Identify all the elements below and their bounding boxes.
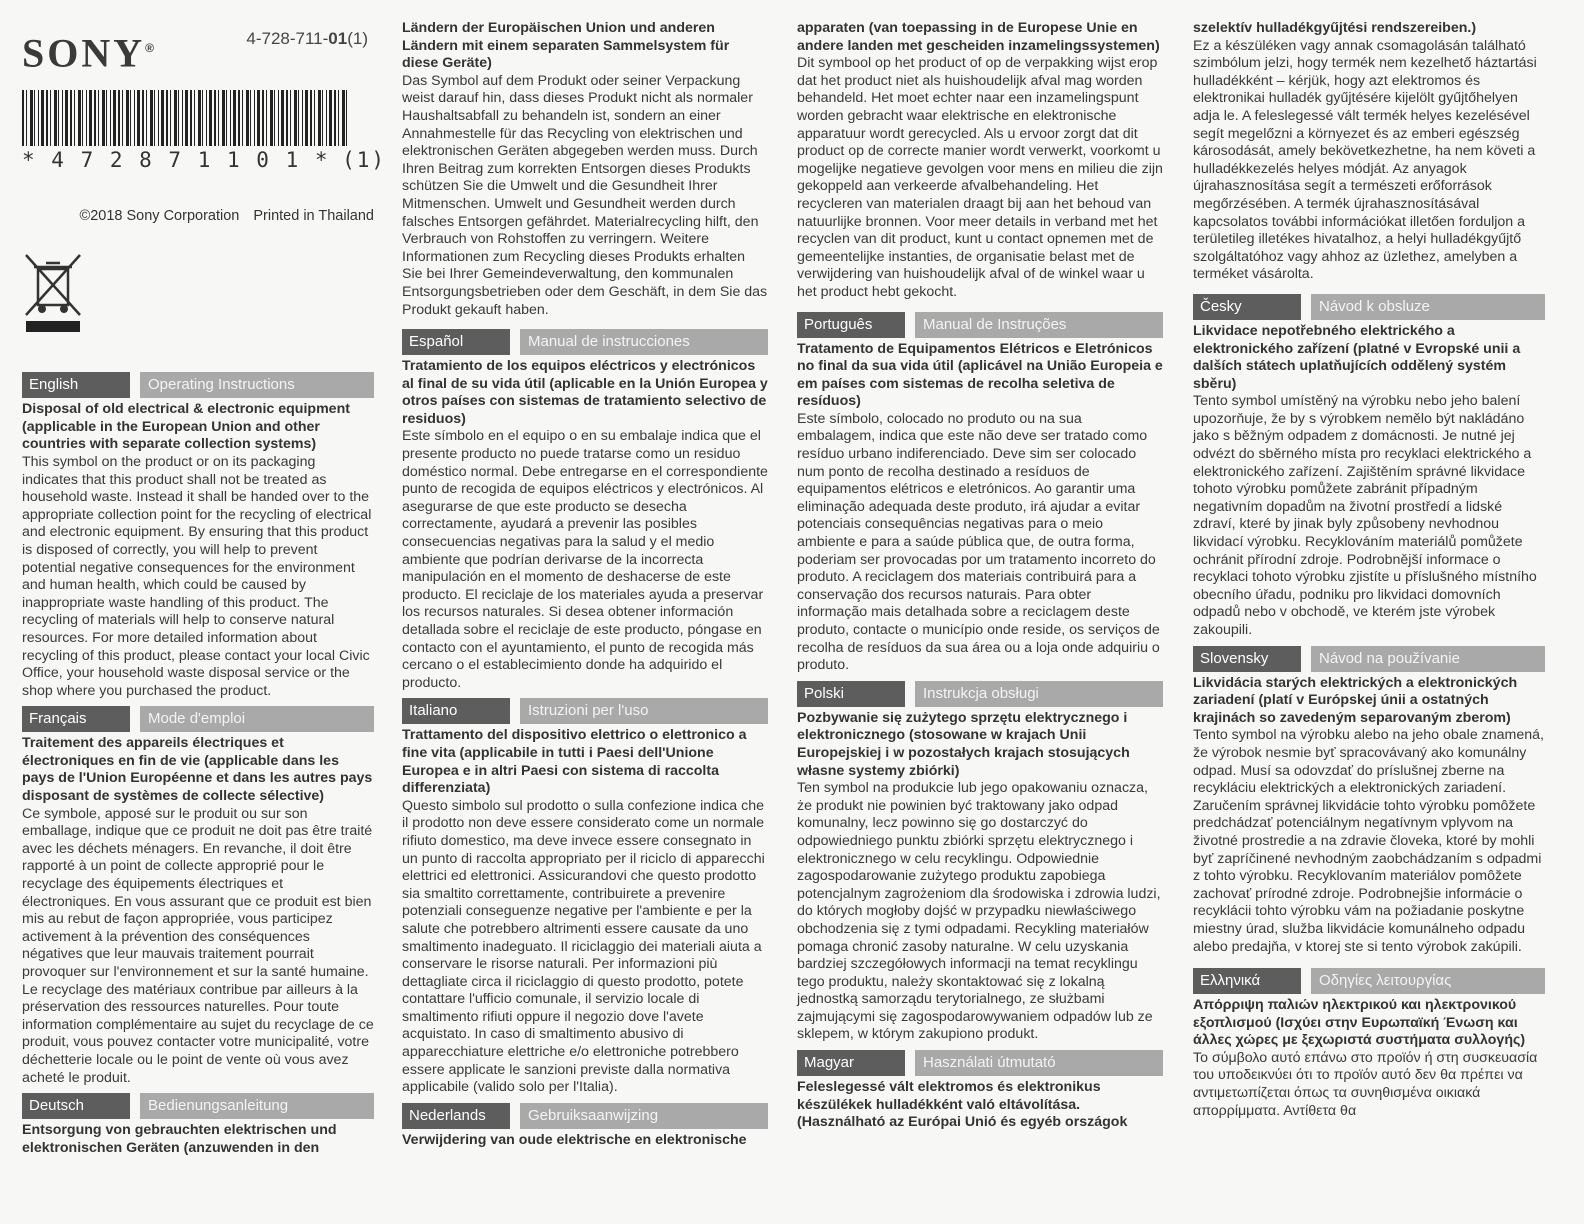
section-header — [22, 1093, 374, 1119]
section-body: Das Symbol auf dem Produkt oder seiner Verpackung weist darauf hin, dass dieses Produkt nicht als normaler Haushaltsabfall zu behandeln ist, sondern an einer Annahmestelle für das Recycling von elektrischen und elektronischen Geräten abgegeben werden muss. Durch Ihren Beitrag zum korrekten Entsorgen dieses Produkts schützen Sie die Umwelt und die Gesundheit Ihrer Mitmenschen. Umwelt und Gesundheit werden durch falsches Entsorgen gefährdet. Materialrecycling hilft, den Verbrauch von Rohstoffen zu verringern. Weitere Informationen zum Recycling dieses Produkts erhalten Sie bei Ihrer Gemeindeverwaltung, den kommunalen Entsorgungsbetrieben oder dem Geschäft, in dem Sie das Produkt gekauft haben. — [402, 72, 768, 318]
section-heading: Feleslegessé vált elektromos és elektronikus készülékek hulladékként való eltávolítása. (Használható az Európai Unió és egyéb országok — [797, 1079, 1128, 1131]
section-header — [22, 706, 374, 732]
section-title: Manual de instrucciones — [520, 329, 768, 355]
section-heading: Tratamento de Equipamentos Elétricos e Eletrónicos no final da sua vida útil (aplicável na União Europeia e em países com sistemas de recolha seletiva de resíduos) — [797, 340, 1163, 410]
weee-crossed-bin-icon — [22, 251, 84, 347]
language-label: Français — [22, 706, 130, 732]
section-title: Gebruiksaanwijzing — [520, 1103, 768, 1129]
section-body: Tento symbol na výrobku alebo na jeho obale znamená, že výrobok nesmie byť spracovávaný ako komunálny odpad. Musí sa odovzdať do príslušnej zberne na recykláciu elektrických a elektronických zariadení. Zaručením správnej likvidácie tohto výrobku pomôžete predchádzať potenciálnym negatívnym vplyvom na životné prostredie a na zdravie človeka, ktoré by mohli byť zapríčinené nevhodným zaobchádzaním s odpadmi z tohto výrobku. Recyklovaním materiálov pomôžete zachovať prírodné zdroje. Podrobnejšie informácie o recyklácii tohto výrobku vám na požiadanie poskytne miestny úrad, služba likvidácie komunálneho odpadu alebo predajňa, v ktorej ste si tento výrobok zakúpili. — [1193, 727, 1544, 955]
language-label: Ελληνικά — [1193, 968, 1301, 994]
section-header — [797, 1050, 1163, 1076]
section-body: Ce symbole, apposé sur le produit ou sur son emballage, indique que ce produit ne doit pas être traité avec les déchets ménagers. En revanche, il doit être rapporté à un point de collecte approprié pour le recyclage des équipements électriques et électroniques. En vous assurant que ce produit est bien mis au rebut de façon appropriée, vous participez activement à la prévention des conséquences négatives que leur mauvais traitement pourrait provoquer sur l'environnement et sur la santé humaine. Le recyclage des matériaux contribue par ailleurs à la préservation des ressources naturelles. Pour toute information complémentaire au sujet du recyclage de ce produit, vous pouvez contacter votre municipalité, votre déchetterie locale ou le point de vente où vous avez acheté le produit. — [22, 805, 374, 1086]
column-4 — [1193, 20, 1545, 1212]
section-heading-continued: apparaten (van toepassing in de Europese Unie en andere landen met gescheiden inzamelingssystemen) — [797, 20, 1160, 54]
section-ellinika — [1193, 968, 1545, 1120]
section-header — [402, 1103, 768, 1129]
brand-row — [22, 20, 374, 90]
section-body: Tento symbol umístěný na výrobku nebo jeho balení upozorňuje, že by s výrobkem nemělo být nakládáno jako s běžným odpadem z domácnosti. Je nutné jej odvézt do sběrného místa pro recyklaci elektrického a elektronického zařízení. Zajištěním správné likvidace tohoto výrobku pomůžete zabránit případným negativním dopadům na životní prostředí a lidské zdraví, které by jinak byly způsobeny nevhodnou likvidací výrobku. Recyklováním materiálů pomůžete ochránit přírodní zdroje. Podrobnější informace o recyklaci tohoto výrobku zjistíte u příslušného místního obecního úřadu, podniku pro likvidaci domovních odpadů nebo v obchodě, ve kterém jste výrobek zakoupili. — [1193, 393, 1537, 638]
section-cesky — [1193, 294, 1545, 640]
section-heading: Pozbywanie się zużytego sprzętu elektrycznego i elektronicznego (stosowane w krajach Unii Europejskiej i w pozostałych krajach stosujących własne systemy zbiórki) — [797, 709, 1130, 779]
section-slovensky — [1193, 646, 1545, 957]
copyright-line — [22, 208, 374, 226]
language-label: English — [22, 372, 130, 398]
section-english — [22, 372, 374, 700]
section-body: Este símbolo, colocado no produto ou na sua embalagem, indica que este não deve ser tratado como resíduo urbano indiferenciado. Deve sim ser colocado num ponto de recolha destinado a resíduos de equipamentos elétricos e eletrónicos. Ao garantir uma eliminação adequada deste produto, irá ajudar a evitar potenciais consequências negativas para o meio ambiente e para a saúde pública que, de outra forma, poderiam ser provocadas por um tratamento incorreto do produto. A reciclagem dos materiais contribuirá para a conservação dos recursos naturais. Para obter informação mais detalhada sobre a reciclagem deste produto, contacte o município onde reside, os serviços de recolha de resíduos da sua área ou a loja onde adquiriu o produto. — [797, 410, 1160, 674]
column-1 — [22, 20, 386, 1212]
column-2 — [402, 20, 768, 1212]
language-label: Deutsch — [22, 1093, 130, 1119]
section-title: Instrukcja obsługi — [915, 681, 1163, 707]
section-body: This symbol on the product or on its packaging indicates that this product shall not be treated as household waste. Instead it shall be handed over to the appropriate collection point for the recycling of electrical and electronic equipment. By ensuring that this product is disposed of correctly, you will help to prevent potential negative consequences for the environment and human health, which could be caused by inappropriate waste handling of this product. The recycling of materials will help to conserve natural resources. For more detailed information about recycling of this product, please contact your local Civic Office, your household waste disposal service or the shop where you purchased the product. — [22, 453, 372, 699]
section-title: Használati útmutató — [915, 1050, 1163, 1076]
column-3 — [797, 20, 1163, 1212]
copyright: ©2018 Sony Corporation — [79, 207, 240, 224]
part-number: 4-728-711-01(1) — [246, 29, 368, 48]
language-label: Español — [402, 329, 510, 355]
section-polski — [797, 681, 1163, 1044]
language-label: Nederlands — [402, 1103, 510, 1129]
section-heading: Likvidace nepotřebného elektrického a elektronického zařízení (platné v Evropské unii a dalších státech uplatňujících oddělený systém sběru) — [1193, 322, 1521, 392]
section-body: Este símbolo en el equipo o en su embalaje indica que el presente producto no puede tratarse como un residuo doméstico normal. Debe entregarse en el correspondiente punto de recogida de equipos eléctricos y electrónicos. Al asegurarse de que este producto se desecha correctamente, ayudará a prevenir las posibles consecuencias negativas para la salud y el medio ambiente que podrían derivarse de la incorrecta manipulación en el momento de deshacerse de este producto. El reciclaje de los materiales ayuda a preservar los recursos naturales. Si desea obtener información detallada sobre el reciclaje de este producto, póngase en contacto con el ayuntamiento, el punto de recogida más cercano o el establecimiento donde ha adquirido el producto. — [402, 428, 768, 691]
section-deutsch — [22, 1093, 374, 1157]
section-header — [402, 698, 768, 724]
language-label: Português — [797, 312, 905, 338]
weee-bar — [26, 321, 80, 332]
barcode-text — [22, 148, 386, 172]
sony-logo: SONY® — [22, 30, 154, 76]
section-body: Το σύμβολο αυτό επάνω στο προϊόν ή στη συσκευασία του υποδεικνύει ότι το προϊόν αυτό δεν θα πρέπει να αντιμετωπίζεται όπως τα συνηθισμένα οικιακά απορρίμματα. Αντίθετα θα — [1193, 1049, 1538, 1119]
barcode-suffix: (1) — [342, 148, 386, 172]
section-heading: Tratamiento de los equipos eléctricos y electrónicos al final de su vida útil (aplicable en la Unión Europea y otros países con sistemas de tratamiento selectivo de residuos) — [402, 358, 768, 427]
section-header — [1193, 294, 1545, 320]
section-italiano — [402, 698, 768, 1096]
section-heading: Likvidácia starých elektrických a elektronických zariadení (platí v Európskej únii a ostatných krajinách so zavedeným separovaným zberom) — [1193, 674, 1518, 726]
section-portugues — [797, 312, 1163, 675]
section-title: Operating Instructions — [140, 372, 374, 398]
section-deutsch-continued — [402, 20, 768, 319]
section-header — [22, 372, 374, 398]
section-heading: Entsorgung von gebrauchten elektrischen und elektronischen Geräten (anzuwenden in den — [22, 1122, 337, 1156]
section-title: Istruzioni per l'uso — [520, 698, 768, 724]
section-heading: Απόρριψη παλιών ηλεκτρικού και ηλεκτρονικού εξοπλισμού (Ισχύει στην Ευρωπαϊκή Ένωση και άλλες χώρες με ξεχωριστά συστήματα συλλογής) — [1193, 997, 1526, 1049]
section-header — [1193, 968, 1545, 994]
language-label: Česky — [1193, 294, 1301, 320]
section-espanol — [402, 329, 768, 692]
section-title: Návod k obsluze — [1311, 294, 1545, 320]
section-heading: Traitement des appareils électriques et électroniques en fin de vie (applicable dans les pays de l'Union Européenne et dans les autres pays disposant de systèmes de collecte sélective) — [22, 735, 373, 805]
section-magyar — [797, 1050, 1163, 1132]
section-header — [797, 312, 1163, 338]
section-heading: Verwijdering van oude elektrische en elektronische — [402, 1131, 747, 1148]
section-header — [1193, 646, 1545, 672]
language-label: Magyar — [797, 1050, 905, 1076]
section-body: Dit symbool op het product of op de verpakking wijst erop dat het product niet als huishoudelijk afval mag worden behandeld. Het moet echter naar een inzamelingspunt worden gebracht waar elektrische en elektronische apparatuur wordt gerecycled. Als u ervoor zorgt dat dit product op de correcte manier wordt verwerkt, voorkomt u mogelijke negatieve gevolgen voor mens en milieu die zijn gekoppeld aan verkeerde afvalbehandeling. Het recycleren van materialen draagt bij aan het behoud van natuurlijke bronnen. Voor meer details in verband met het recyclen van dit product, kunt u contact opnemen met de gemeentelijke instanties, de organisatie belast met de verwijdering van huishoudelijk afval of de winkel waar u het product hebt gekocht. — [797, 55, 1163, 300]
barcode-digits: * 4 7 2 8 7 1 1 0 1 * — [22, 148, 330, 172]
section-title: Mode d'emploi — [140, 706, 374, 732]
section-body: Ten symbol na produkcie lub jego opakowaniu oznacza, że produkt nie powinien być traktowany jako odpad komunalny, lecz powinno się go dostarczyć do odpowiedniego punktu zbiórki sprzętu elektrycznego i elektronicznego w celu recyklingu. Odpowiednie zagospodarowanie zużytego produktu zapobiega potencjalnym zagrożeniom dla środowiska i zdrowia ludzi, do których mogłoby dojść w przypadku niewłaściwego obchodzenia się z tymi odpadami. Recykling materiałów pomaga chronić zasoby naturalne. W celu uzyskania bardziej szczegółowych informacji na temat recyklingu tego produktu, należy skontaktować się z lokalną jednostką samorządu terytorialnego, ze służbami zajmującymi się zagospodarowywaniem odpadów lub ze sklepem, w którym zakupiono produkt. — [797, 780, 1161, 1043]
barcode — [22, 90, 348, 146]
section-header — [797, 681, 1163, 707]
section-magyar-continued — [1193, 20, 1545, 284]
language-label: Polski — [797, 681, 905, 707]
section-heading: Trattamento del dispositivo elettrico o elettronico a fine vita (applicabile in tutti i Paesi dell'Unione Europea e in altri Paesi con sistema di raccolta differenziata) — [402, 727, 747, 797]
section-title: Návod na používanie — [1311, 646, 1545, 672]
section-title: Bedienungsanleitung — [140, 1093, 374, 1119]
language-label: Slovensky — [1193, 646, 1301, 672]
printed-in: Printed in Thailand — [253, 207, 374, 224]
language-label: Italiano — [402, 698, 510, 724]
section-body: Ez a készüléken vagy annak csomagolásán található szimbólum jelzi, hogy termék nem kezelhető háztartási hulladékként – kérjük, hogy azt elektromos és elektronikai hulladék gyűjtésére kijelölt gyűjtőhelyen adja le. A feleslegessé vált termék helyes kezelésével segít megelőzni a környezet és az emberi egészség károsodását, amely bekövetkezhetne, ha nem követi a hulladékkezelés helyes módját. Az anyagok újrahasznosítása segít a természeti erőforrások megőrzésében. A termék újrahasznosításával kapcsolatos további információkat illetően forduljon a területileg illetékes hivatalhoz, a helyi hulladékgyűjtő szolgáltatóhoz vagy ahhoz az üzlethez, amelyben a terméket vásárolta. — [1193, 37, 1537, 283]
section-nederlands — [402, 1103, 768, 1150]
section-francais — [22, 706, 374, 1087]
section-nederlands-continued — [797, 20, 1163, 302]
section-heading-continued: Ländern der Europäischen Union und anderen Ländern mit einem separaten Sammelsystem für diese Geräte) — [402, 20, 730, 72]
section-title: Οδηγίες λειτουργίας — [1311, 968, 1545, 994]
section-body: Questo simbolo sul prodotto o sulla confezione indica che il prodotto non deve essere considerato come un normale rifiuto domestico, ma deve invece essere consegnato in un punto di raccolta appropriato per il riciclo di apparecchi elettrici ed elettronici. Assicurandovi che questo prodotto sia smaltito correttamente, contribuirete a prevenire potenziali conseguenze negative per l'ambiente e per la salute che potrebbero altrimenti essere causate da uno smaltimento inadeguato. Il riciclaggio dei materiali aiuta a conservare le risorse naturali. Per informazioni più dettagliate circa il riciclaggio di questo prodotto, potete contattare l'ufficio comunale, il servizio locale di smaltimento rifiuti oppure il negozio dove l'avete acquistato. In caso di smaltimento abusivo di apparecchiature elettriche e/o elettroniche potrebbero essere applicate le sanzioni previste dalla normativa applicabile (valido solo per l'Italia). — [402, 797, 765, 1096]
section-heading-continued: szelektív hulladékgyűjtési rendszereiben.) — [1193, 20, 1477, 36]
section-header — [402, 329, 768, 355]
section-heading: Disposal of old electrical & electronic equipment (applicable in the European Union and other countries with separate collection systems) — [22, 401, 350, 453]
section-title: Manual de Instruções — [915, 312, 1163, 338]
